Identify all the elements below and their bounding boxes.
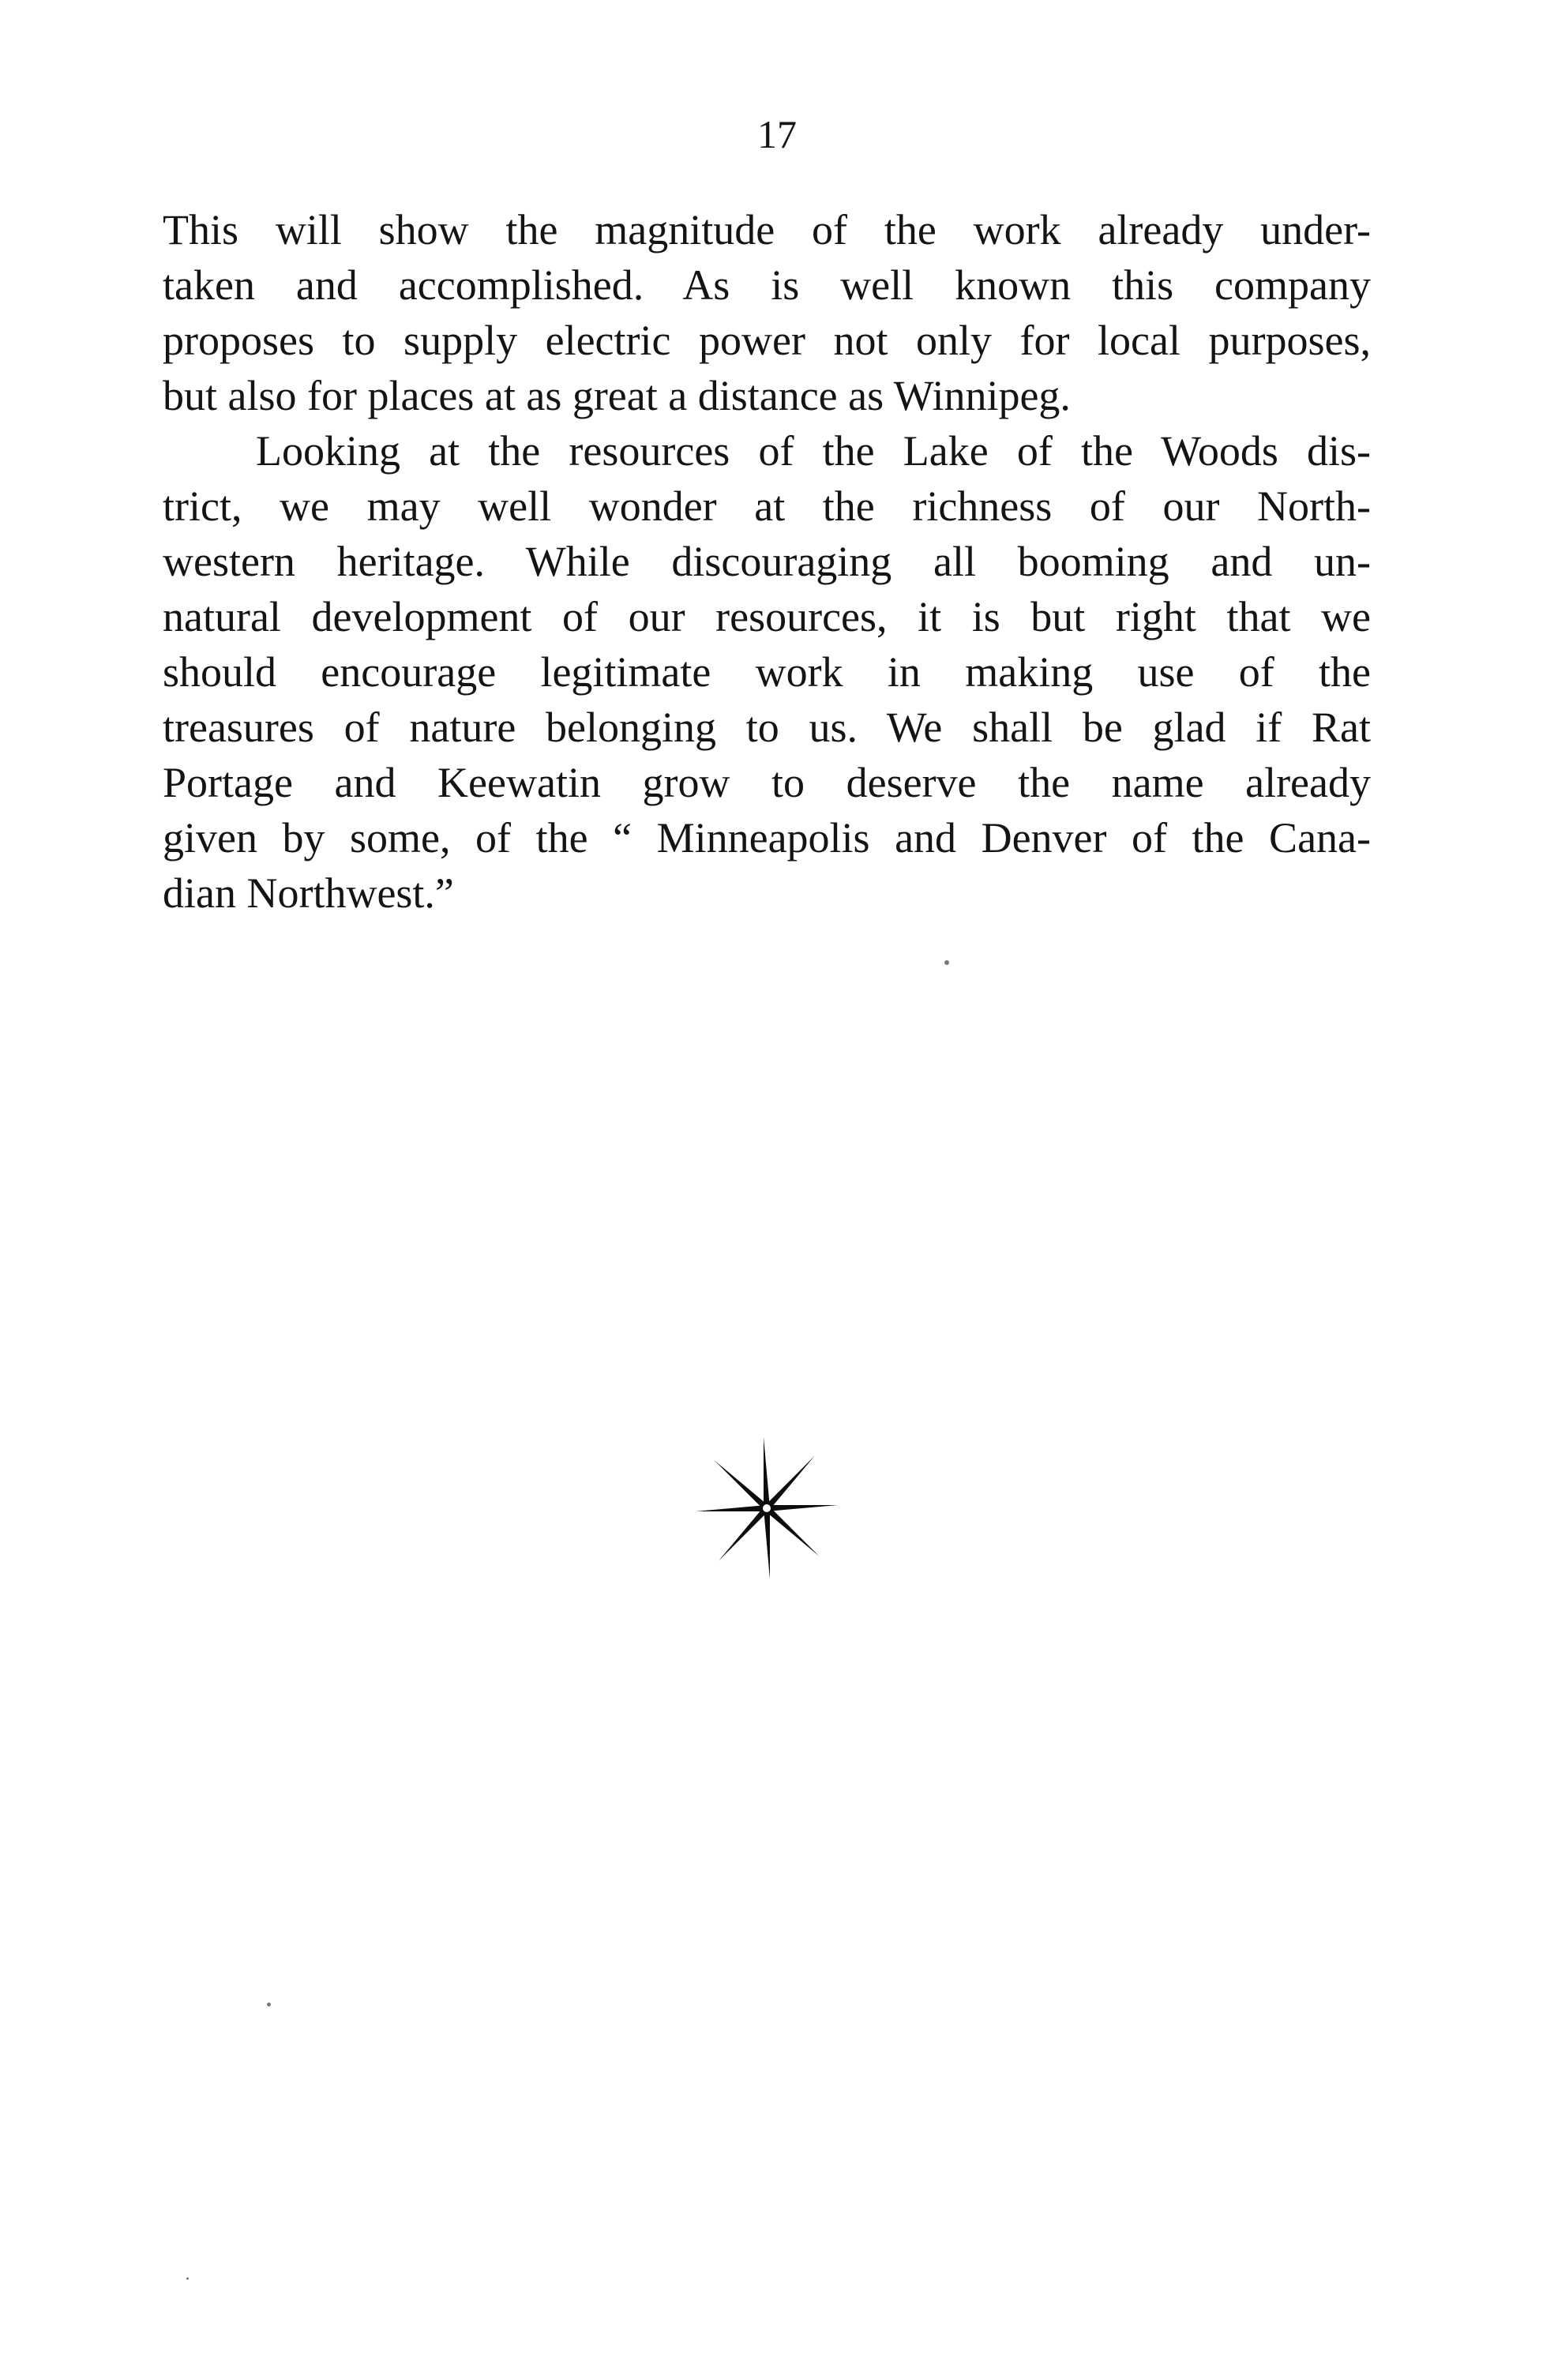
paper-speck	[186, 2277, 189, 2280]
paper-speck	[944, 960, 949, 965]
body-text	[163, 202, 1371, 921]
text-line: taken and accomplished. As is well known this company	[163, 261, 1371, 309]
text-line: Looking at the resources of the Lake of the Woods dis-	[256, 427, 1371, 475]
text-line: western heritage. While discouraging all booming and un-	[163, 538, 1371, 585]
text-line: trict, we may well wonder at the richness of our North-	[163, 482, 1371, 530]
text-line: natural development of our resources, it is but right that we	[163, 593, 1371, 640]
text-line: proposes to supply electric power not only for local purposes,	[163, 317, 1371, 364]
pinwheel-star-ornament-icon	[684, 1429, 850, 1587]
text-line: dian Northwest.”	[163, 869, 454, 917]
paper-speck	[267, 2003, 271, 2006]
text-line: treasures of nature belonging to us. We shall be glad if Rat	[163, 704, 1371, 751]
text-line: This will show the magnitude of the work already under-	[163, 206, 1371, 253]
text-line: given by some, of the “ Minneapolis and Denver of the Cana-	[163, 814, 1371, 862]
paragraph-2	[163, 423, 1371, 921]
text-line: but also for places at as great a distance as Winnipeg.	[163, 372, 1071, 419]
text-line: Portage and Keewatin grow to deserve the name already	[163, 759, 1371, 806]
page-number: 17	[757, 112, 797, 156]
text-line: should encourage legitimate work in making use of the	[163, 648, 1371, 696]
paragraph-1	[163, 202, 1371, 423]
